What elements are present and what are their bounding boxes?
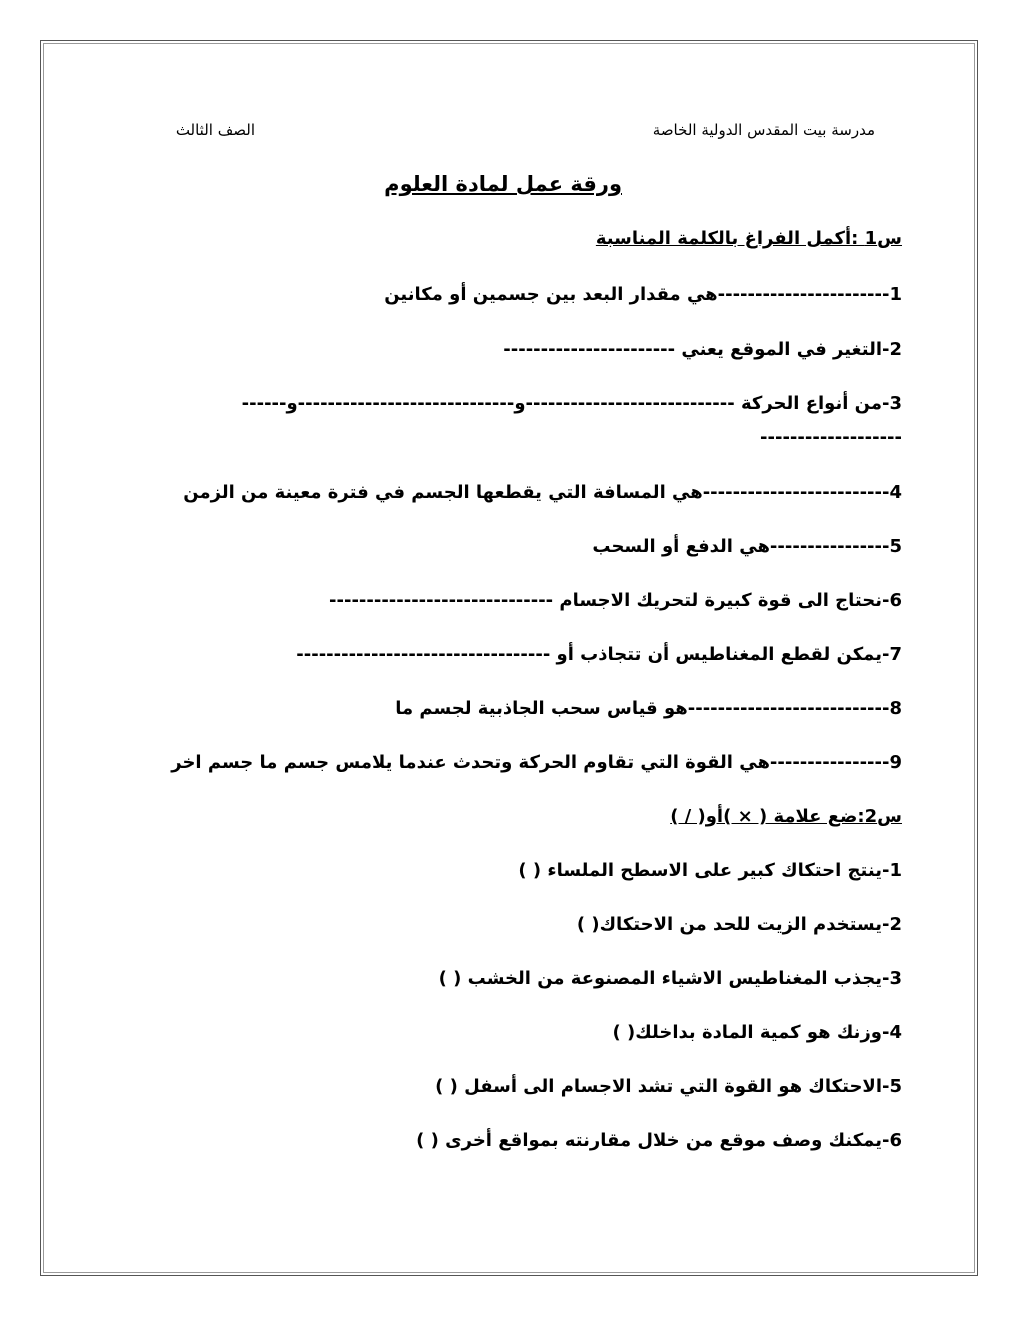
s1-question-6: 6-نحتاج الى قوة كبيرة لتحريك الاجسام ------------------------------	[329, 590, 902, 611]
s1-question-5: 5----------------هي الدفع أو السحب	[592, 536, 902, 557]
s2-question-6: 6-يمكنك وصف موقع من خلال مقارنته بمواقع أخرى ( )	[416, 1130, 902, 1151]
section2-heading: س2:ضع علامة ( × )أو( / )	[670, 806, 902, 827]
s1-question-3-continuation: -------------------	[760, 427, 902, 448]
s1-question-8: 8---------------------------هو قياس سحب الجاذبية لجسم ما	[395, 698, 902, 719]
s2-question-4: 4-وزنك هو كمية المادة بداخلك( )	[612, 1022, 902, 1043]
grade-label: الصف الثالث	[175, 121, 255, 139]
s1-question-3: 3-من أنواع الحركة ----------------------------و-----------------------------و------	[241, 393, 902, 414]
s2-question-3: 3-يجذب المغناطيس الاشياء المصنوعة من الخشب ( )	[438, 968, 902, 989]
s1-question-4: 4-------------------------هي المسافة التي يقطعها الجسم في فترة معينة من الزمن	[183, 482, 902, 503]
worksheet-title: ورقة عمل لمادة العلوم	[384, 172, 622, 196]
s2-question-2: 2-يستخدم الزيت للحد من الاحتكاك( )	[576, 914, 902, 935]
s1-question-1: 1-----------------------هي مقدار البعد بين جسمين أو مكانين	[384, 284, 902, 305]
s1-question-9: 9----------------هي القوة التي تقاوم الحركة وتحدث عندما يلامس جسم ما جسم اخر	[171, 752, 902, 773]
school-name: مدرسة بيت المقدس الدولية الخاصة	[652, 121, 875, 139]
section1-heading: س1 :أكمل الفراغ بالكلمة المناسبة	[595, 228, 902, 249]
s2-question-1: 1-ينتج احتكاك كبير على الاسطح الملساء ( )	[518, 860, 902, 881]
s2-question-5: 5-الاحتكاك هو القوة التي تشد الاجسام الى أسفل ( )	[435, 1076, 902, 1097]
s1-question-7: 7-يمكن لقطع المغناطيس أن تتجاذب أو ----------------------------------	[296, 644, 902, 665]
s1-question-2: 2-التغير في الموقع يعني -----------------------	[503, 339, 902, 360]
